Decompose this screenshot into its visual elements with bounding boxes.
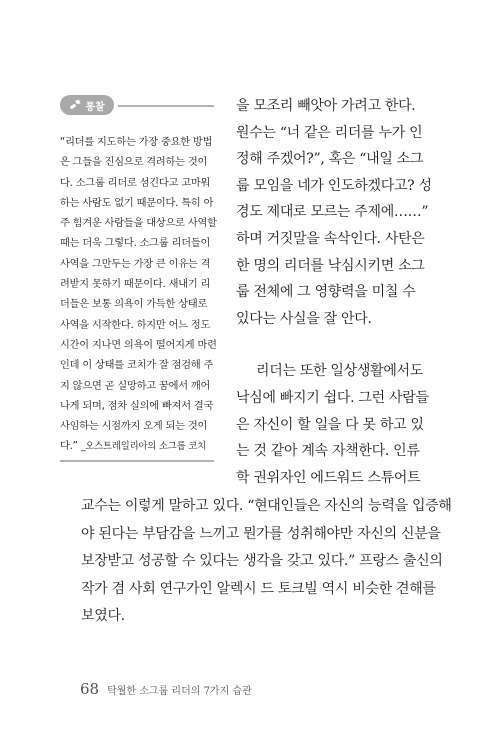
paragraph-gap	[236, 332, 416, 358]
running-title: 탁월한 소그룹 리더의 7가지 습관	[107, 686, 252, 697]
quote-line: 때는 더욱 그렇다. 소그룹 리더들이	[60, 238, 211, 250]
quote-line: 시간이 지나면 의욕이 떨어지게 마련	[60, 339, 217, 351]
text-line: 교수는 이렇게 말하고 있다. “현대인들은 자신의 능력을 입증해	[81, 498, 452, 514]
paragraph-2	[236, 358, 429, 491]
text-line: 정해 주겠어?”, 혹은 “내일 소그	[236, 151, 424, 168]
sidebar-quote	[60, 133, 217, 458]
text-line: 룹 모임을 네가 인도하겠다고? 성	[236, 177, 432, 194]
text-line: 는 것 같아 계속 자책한다. 인류	[236, 443, 420, 460]
sidebar-top-rule	[118, 105, 214, 107]
insight-sidebar	[60, 95, 217, 458]
sidebar-header	[60, 95, 214, 117]
quote-line: 다. 소그룹 리더로 섬긴다고 고마워	[60, 177, 211, 189]
flashlight-icon	[69, 99, 81, 111]
text-line: 낙심에 빠지기 쉽다. 그런 사람들	[236, 389, 429, 406]
text-line: 경도 제대로 모르는 주제에……”	[236, 204, 429, 221]
text-line: 있다는 사실을 잘 안다.	[236, 310, 372, 327]
full-width-text	[81, 493, 452, 631]
quote-line: 하는 사람도 없기 때문이다. 특히 아	[60, 197, 214, 209]
text-line: 작가 겸 사회 연구가인 알렉시 드 토크빌 역시 비슷한 견해를	[81, 580, 436, 597]
quote-line: 나게 되며, 점차 실의에 빠져서 결국	[60, 400, 214, 412]
text-line: 보였다.	[81, 608, 125, 624]
text-line: 학 권위자인 에드워드 스튜어트	[236, 469, 421, 486]
text-line: 보장받고 성공할 수 있다는 생각을 갖고 있다.” 프랑스 출신의	[81, 553, 443, 569]
quote-line: 사임하는 시점까지 오게 되는 것이	[60, 421, 208, 433]
paragraph-1	[236, 93, 432, 332]
quote-line: 려받지 못하기 때문이다. 새내기 리	[60, 279, 211, 291]
page-footer	[80, 680, 252, 698]
text-line: 한 명의 리더를 낙심시키면 소그	[236, 257, 425, 274]
text-line: 하며 거짓말을 속삭인다. 사탄은	[236, 230, 425, 247]
quote-line: 인데 이 상태를 코치가 잘 점검해 주	[60, 360, 214, 372]
quote-line: 사역을 시작한다. 하지만 어느 정도	[60, 319, 211, 331]
quote-line: 주 힘겨운 사람들을 대상으로 사역할	[60, 218, 217, 230]
quote-line: “리더를 지도하는 가장 중요한 방법	[60, 137, 213, 148]
page-number: 68	[80, 680, 100, 698]
quote-last-line	[60, 437, 214, 457]
text-line: 을 모조리 빼앗아 가려고 한다.	[236, 98, 416, 114]
text-line: 원수는 “너 같은 리더를 누가 인	[236, 124, 423, 141]
insight-badge-label: 통찰	[85, 101, 105, 113]
quote-end: 다.”	[60, 441, 78, 453]
text-line: 룹 전체에 그 영향력을 미칠 수	[236, 284, 416, 301]
insight-badge	[60, 95, 114, 115]
main-text-column	[236, 93, 432, 491]
quote-line: 지 않으면 곧 실망하고 꿈에서 깨어	[60, 380, 211, 392]
text-line: 야 된다는 부담감을 느끼고 뭔가를 성취해야만 자신의 신분을	[81, 525, 441, 542]
text-line: 은 자신이 할 일을 다 못 하고 있	[236, 416, 424, 433]
quote-line: 사역을 그만두는 가장 큰 이유는 격	[60, 258, 211, 270]
quote-source: _오스트레일리아의 소그룹 코치	[80, 441, 206, 453]
quote-line: 은 그들을 진심으로 격려하는 것이	[60, 157, 208, 169]
quote-line: 더들은 보통 의욕이 가득한 상태로	[60, 299, 208, 311]
text-line: 리더는 또한 일상생활에서도	[256, 363, 423, 380]
sidebar-bottom-rule	[60, 460, 214, 462]
